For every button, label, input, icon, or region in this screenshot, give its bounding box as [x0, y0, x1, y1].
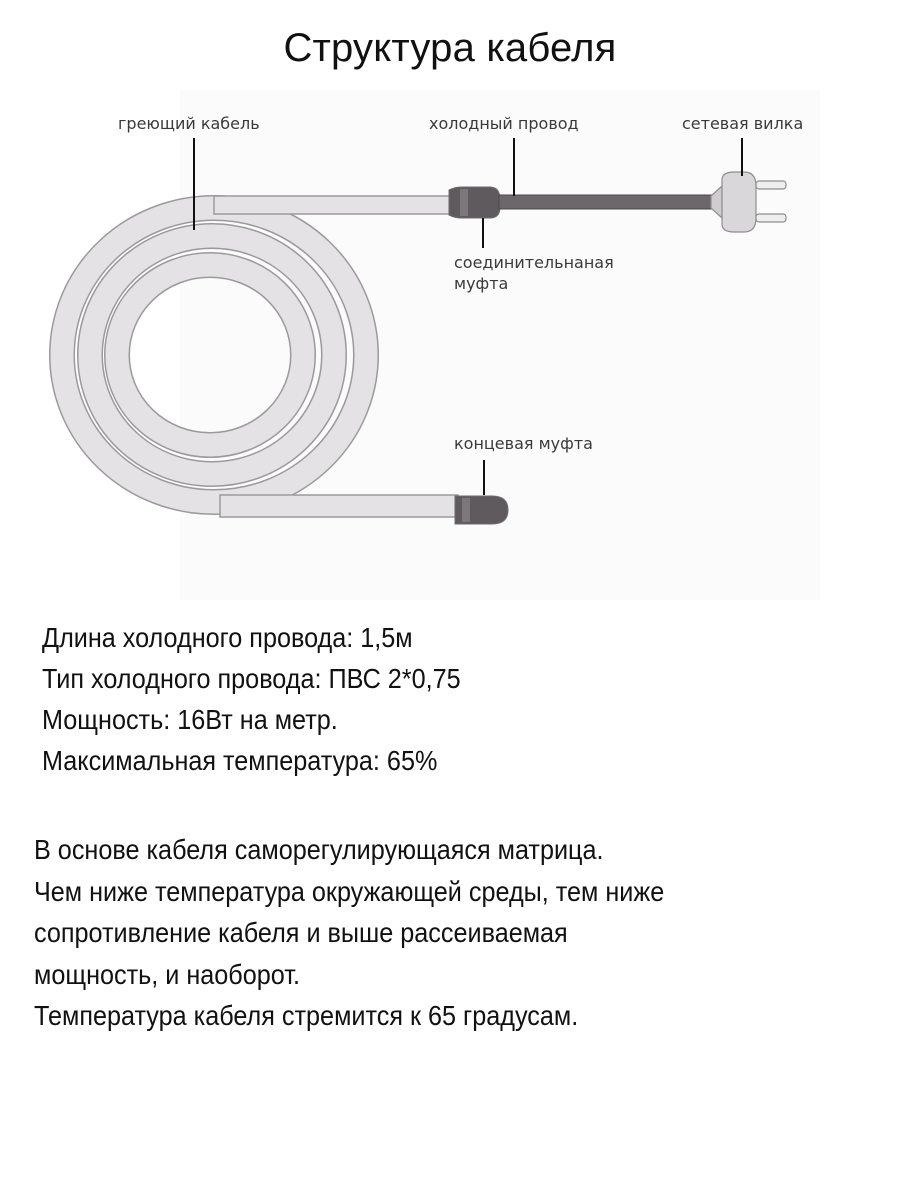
- cable-diagram-svg: [0, 90, 900, 600]
- spec-cold-wire-type: Тип холодного провода: ПВС 2*0,75: [42, 663, 461, 694]
- page-title: Структура кабеля: [283, 26, 617, 70]
- label-cold-wire: холодный провод: [429, 114, 579, 133]
- diagram-backdrop: [180, 90, 820, 600]
- end-coupling: [455, 496, 508, 524]
- label-coupling-line2: муфта: [454, 274, 509, 293]
- connecting-coupling: [449, 187, 500, 218]
- description-line: Температура кабеля стремится к 65 градусам.: [34, 1000, 579, 1031]
- label-plug: сетевая вилка: [682, 114, 804, 133]
- spec-power: Мощность: 16Вт на метр.: [42, 704, 338, 735]
- spec-max-temperature: Максимальная температура: 65%: [42, 745, 438, 776]
- cable-structure-diagram: [0, 90, 900, 600]
- spec-list: [42, 617, 780, 781]
- label-heating-cable: греющий кабель: [118, 114, 260, 133]
- description-line: мощность, и наоборот.: [34, 958, 300, 990]
- heating-cable-lead-top: [214, 196, 455, 214]
- label-coupling-line1: соединительнаная: [454, 253, 614, 272]
- spec-cold-wire-length: Длина холодного провода: 1,5м: [42, 622, 413, 653]
- description: [34, 829, 826, 1037]
- description-line: В основе кабеля саморегулирующаяся матрица.: [34, 834, 604, 865]
- description-line: сопротивление кабеля и выше рассеиваемая: [34, 917, 568, 948]
- description-line: Чем ниже температура окружающей среды, тем ниже: [34, 875, 665, 907]
- heating-cable-lead-bottom: [220, 495, 458, 517]
- cold-wire: [499, 195, 712, 209]
- label-end-coupling: концевая муфта: [454, 434, 593, 453]
